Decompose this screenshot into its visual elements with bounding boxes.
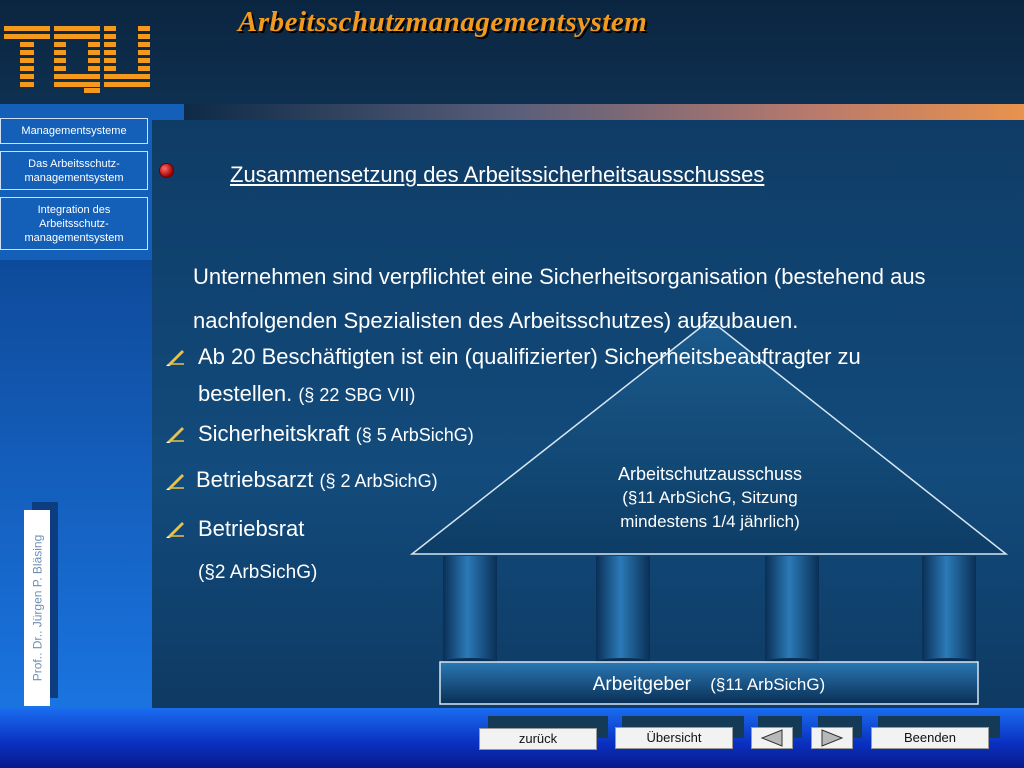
sidebar-item-managementsysteme[interactable]: Managementsysteme	[0, 118, 148, 144]
sidebar-item-arbeitsschutz-managementsystem[interactable]: Das Arbeitsschutz-managementsystem	[0, 151, 148, 190]
overview-button[interactable]: Übersicht	[615, 727, 733, 749]
pencil-bullet-icon	[166, 348, 186, 366]
roof-label	[560, 462, 860, 534]
triangle-right-icon	[812, 728, 852, 748]
pillar-3	[765, 556, 819, 666]
bullet-dot-icon	[159, 163, 174, 178]
intro-paragraph: Unternehmen sind verpflichtet eine Sicherheitsorganisation (bestehend aus nachfolgenden Spezialisten des Arbeitsschutzes) aufzubauen.	[193, 264, 926, 333]
back-button[interactable]: zurück	[479, 728, 597, 750]
triangle-left-icon	[752, 728, 792, 748]
list-item-ref: (§ 2 ArbSichG)	[319, 471, 438, 491]
roof-title: Arbeitschutzausschuss	[617, 464, 803, 484]
pillar-2	[596, 556, 650, 666]
list-item-ref: (§ 5 ArbSichG)	[355, 425, 474, 445]
list-item-ref: (§ 22 SBG VII)	[298, 385, 416, 405]
list-item-text: Ab 20 Beschäftigten ist ein (qualifizierter) Sicherheitsbeauftragter zu	[198, 344, 861, 369]
pencil-bullet-icon	[166, 425, 186, 443]
foundation-title: Arbeitgeber	[592, 674, 691, 695]
tqu-logo	[4, 20, 152, 96]
list-item-sicherheitskraft	[198, 421, 474, 447]
previous-button[interactable]	[751, 727, 793, 749]
roof-line-3: mindestens 1/4 jährlich)	[620, 512, 800, 531]
author-name: Prof.. Dr.. Jürgen P. Bläsing	[30, 534, 44, 682]
foundation-ref: (§11 ArbSichG)	[710, 675, 826, 694]
pencil-bullet-icon	[166, 520, 186, 538]
pillar-1	[443, 556, 497, 666]
list-item-sicherheitsbeauftragter-cont	[198, 381, 415, 407]
pillar-4	[922, 556, 976, 666]
roof-line-2: (§11 ArbSichG, Sitzung	[622, 488, 798, 507]
header-accent-bar	[184, 104, 1024, 120]
list-item-text: bestellen.	[198, 381, 293, 406]
foundation-label	[440, 674, 978, 696]
list-item-text: Betriebsarzt	[196, 467, 314, 492]
end-button[interactable]: Beenden	[871, 727, 989, 749]
pencil-bullet-icon	[166, 472, 186, 490]
sidebar-item-integration[interactable]: Integration des Arbeitsschutz-managementsystem	[0, 197, 148, 250]
section-heading: Zusammensetzung des Arbeitssicherheitsausschusses	[230, 162, 765, 187]
author-label	[24, 510, 50, 706]
list-item-betriebsarzt	[196, 467, 438, 493]
next-button[interactable]	[811, 727, 853, 749]
list-item-text: Betriebsrat	[198, 516, 305, 541]
list-item-text: Sicherheitskraft	[198, 421, 350, 446]
list-item-ref: (§2 ArbSichG)	[198, 562, 318, 583]
list-item-sicherheitsbeauftragter	[198, 344, 861, 370]
sidebar-column	[0, 260, 152, 708]
page-title: Arbeitsschutzmanagementsystem	[238, 6, 648, 38]
list-item-betriebsrat	[198, 516, 304, 542]
